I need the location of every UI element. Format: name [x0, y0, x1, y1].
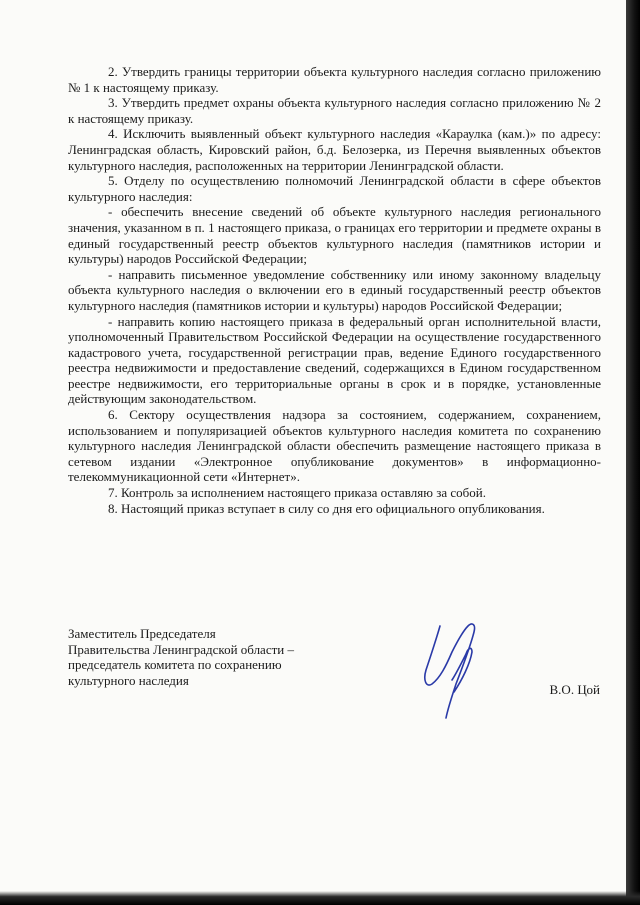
paragraph-3: 3. Утвердить предмет охраны объекта культурного наследия согласно приложению № 2 к настоящему приказу. — [68, 95, 601, 126]
handwritten-signature — [396, 618, 506, 722]
paragraph-8: 8. Настоящий приказ вступает в силу со дня его официального опубликования. — [108, 500, 545, 516]
signer-title-line: Заместитель Председателя — [68, 626, 216, 641]
paragraph-5: 5. Отделу по осуществлению полномочий Ленинградской области в сфере объектов культурного наследия: — [68, 173, 601, 204]
signer-title-line: председатель комитета по сохранению — [68, 657, 282, 673]
paragraph-5-item-1: - обеспечить внесение сведений об объекте культурного наследия регионального значения, указанном в п. 1 настоящего приказа, о границах его территории и предмете охраны в единый государственный реестр объектов культурного наследия (памятников истории и культуры) народов Российской Федерации; — [68, 204, 601, 267]
signer-title — [68, 626, 368, 688]
paragraph-5-item-3: - направить копию настоящего приказа в федеральный орган исполнительной власти, уполномоченный Правительством Российской Федерации на осуществление государственного кадастрового учета, государственной регистрации прав, ведение Единого государственного реестра недвижимости и предоставление сведений, содержащихся в Едином государственном реестре недвижимости, его территориальные органы в срок и в порядке, установленные действующим законодательством. — [68, 313, 601, 407]
document-body — [68, 64, 601, 516]
paragraph-2: 2. Утвердить границы территории объекта культурного наследия согласно приложению № 1 к настоящему приказу. — [68, 64, 601, 95]
paragraph-7: 7. Контроль за исполнением настоящего приказа оставляю за собой. — [108, 485, 486, 501]
scan-bottom-shadow — [0, 891, 640, 905]
signature-block — [68, 626, 608, 716]
scan-edge-shadow — [626, 0, 640, 905]
paragraph-5-item-2: - направить письменное уведомление собственнику или иному законному владельцу объекта культурного наследия о включении его в единый государственный реестр объектов культурного наследия (памятников истории и культуры) народов Российской Федерации; — [68, 266, 601, 313]
signer-title-line: культурного наследия — [68, 672, 189, 688]
paragraph-4: 4. Исключить выявленный объект культурного наследия «Караулка (кам.)» по адресу: Ленинградская область, Кировский район, б.д. Белозерка, из Перечня выявленных объектов культурного наследия, расположенных на территории Ленинградской области. — [68, 126, 601, 173]
signer-name: В.О. Цой — [549, 682, 600, 697]
paragraph-6: 6. Сектору осуществления надзора за состоянием, содержанием, сохранением, использованием и популяризацией объектов культурного наследия комитета по сохранению культурного наследия Ленинградской области обеспечить размещение настоящего приказа в сетевом издании «Электронное опубликование документов» в информационно-телекоммуникационной сети «Интернет». — [68, 407, 601, 485]
signer-title-line: Правительства Ленинградской области – — [68, 641, 294, 657]
